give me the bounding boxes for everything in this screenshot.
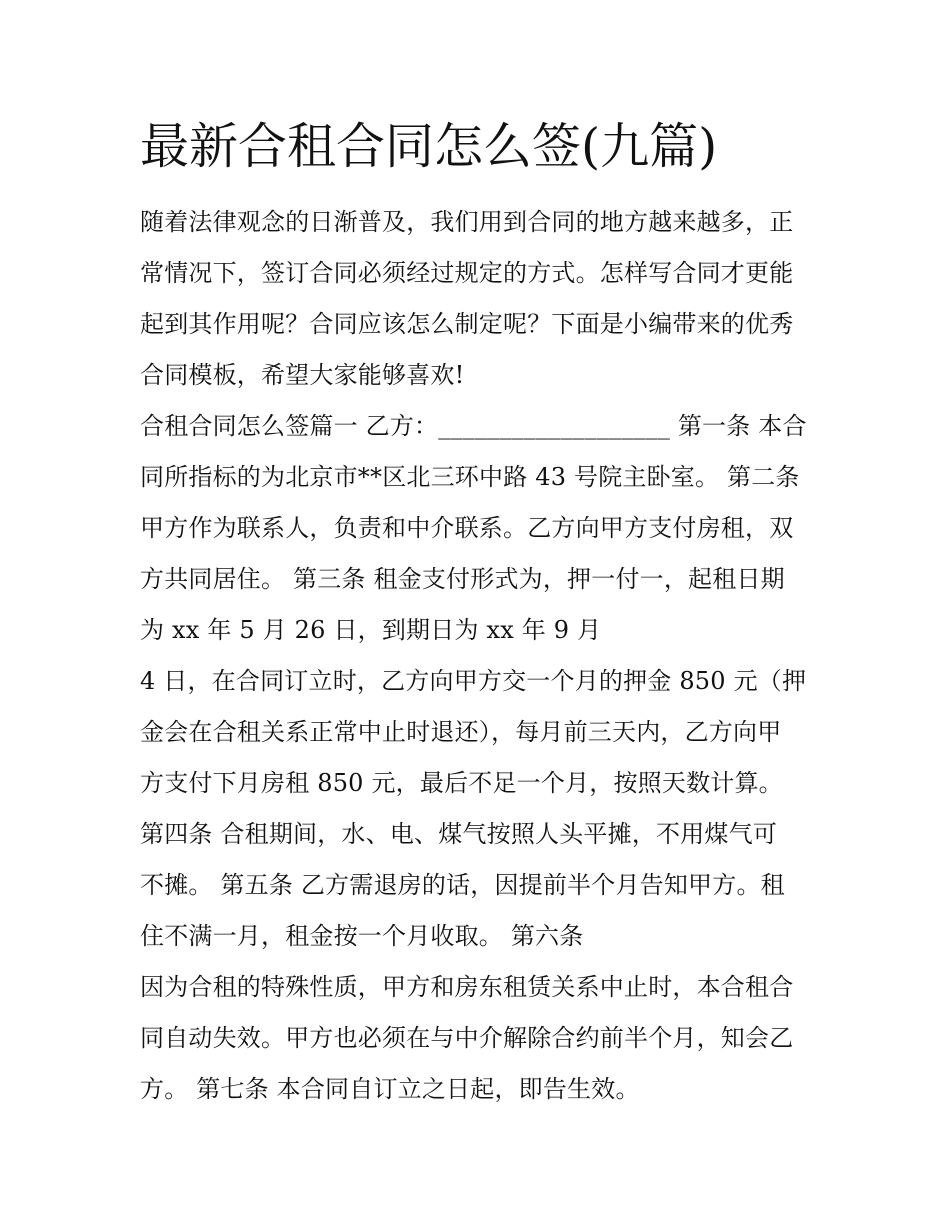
body-line-14: 不摊。 第五条 乙方需退房的话，因提前半个月告知甲方。租 [140,871,785,899]
body-line-3: 起到其作用呢？合同应该怎么制定呢？下面是小编带来的优秀 [140,310,794,338]
body-line-7: 甲方作为联系人，负责和中介联系。乙方向甲方支付房租，双 [140,514,794,542]
body-line-2: 常情况下，签订合同必须经过规定的方式。怎样写合同才更能 [140,259,794,287]
body-line-1: 随着法律观念的日渐普及，我们用到合同的地方越来越多，正 [140,208,794,236]
body-line-9: 为 xx 年 5 月 26 日，到期日为 xx 年 9 月 [140,616,602,644]
document-title: 最新合租合同怎么签(九篇) [140,118,718,175]
body-line-4: 合同模板，希望大家能够喜欢! [140,361,465,389]
body-line-12: 方支付下月房租 850 元，最后不足一个月，按照天数计算。 [140,769,783,797]
body-line-6: 同所指标的为北京市**区北三环中路 43 号院主卧室。 第二条 [140,463,800,491]
body-line-8: 方共同居住。 第三条 租金支付形式为，押一付一，起租日期 [140,565,785,593]
body-line-15: 住不满一月，租金按一个月收取。 第六条 [140,922,584,950]
body-line-5: 合租合同怎么签篇一 乙方：___________________ 第一条 本合 [140,412,807,440]
body-line-11: 金会在合租关系正常中止时退还），每月前三天内，乙方向甲 [140,718,782,746]
body-line-10: 4 日，在合同订立时，乙方向甲方交一个月的押金 850 元（押 [140,667,807,695]
body-line-17: 同自动失效。甲方也必须在与中介解除合约前半个月，知会乙 [140,1024,794,1052]
body-line-18: 方。 第七条 本合同自订立之日起，即告生效。 [140,1075,640,1103]
body-line-13: 第四条 合租期间，水、电、煤气按照人头平摊，不用煤气可 [140,820,778,848]
body-line-16: 因为合租的特殊性质，甲方和房东租赁关系中止时，本合租合 [140,973,794,1001]
